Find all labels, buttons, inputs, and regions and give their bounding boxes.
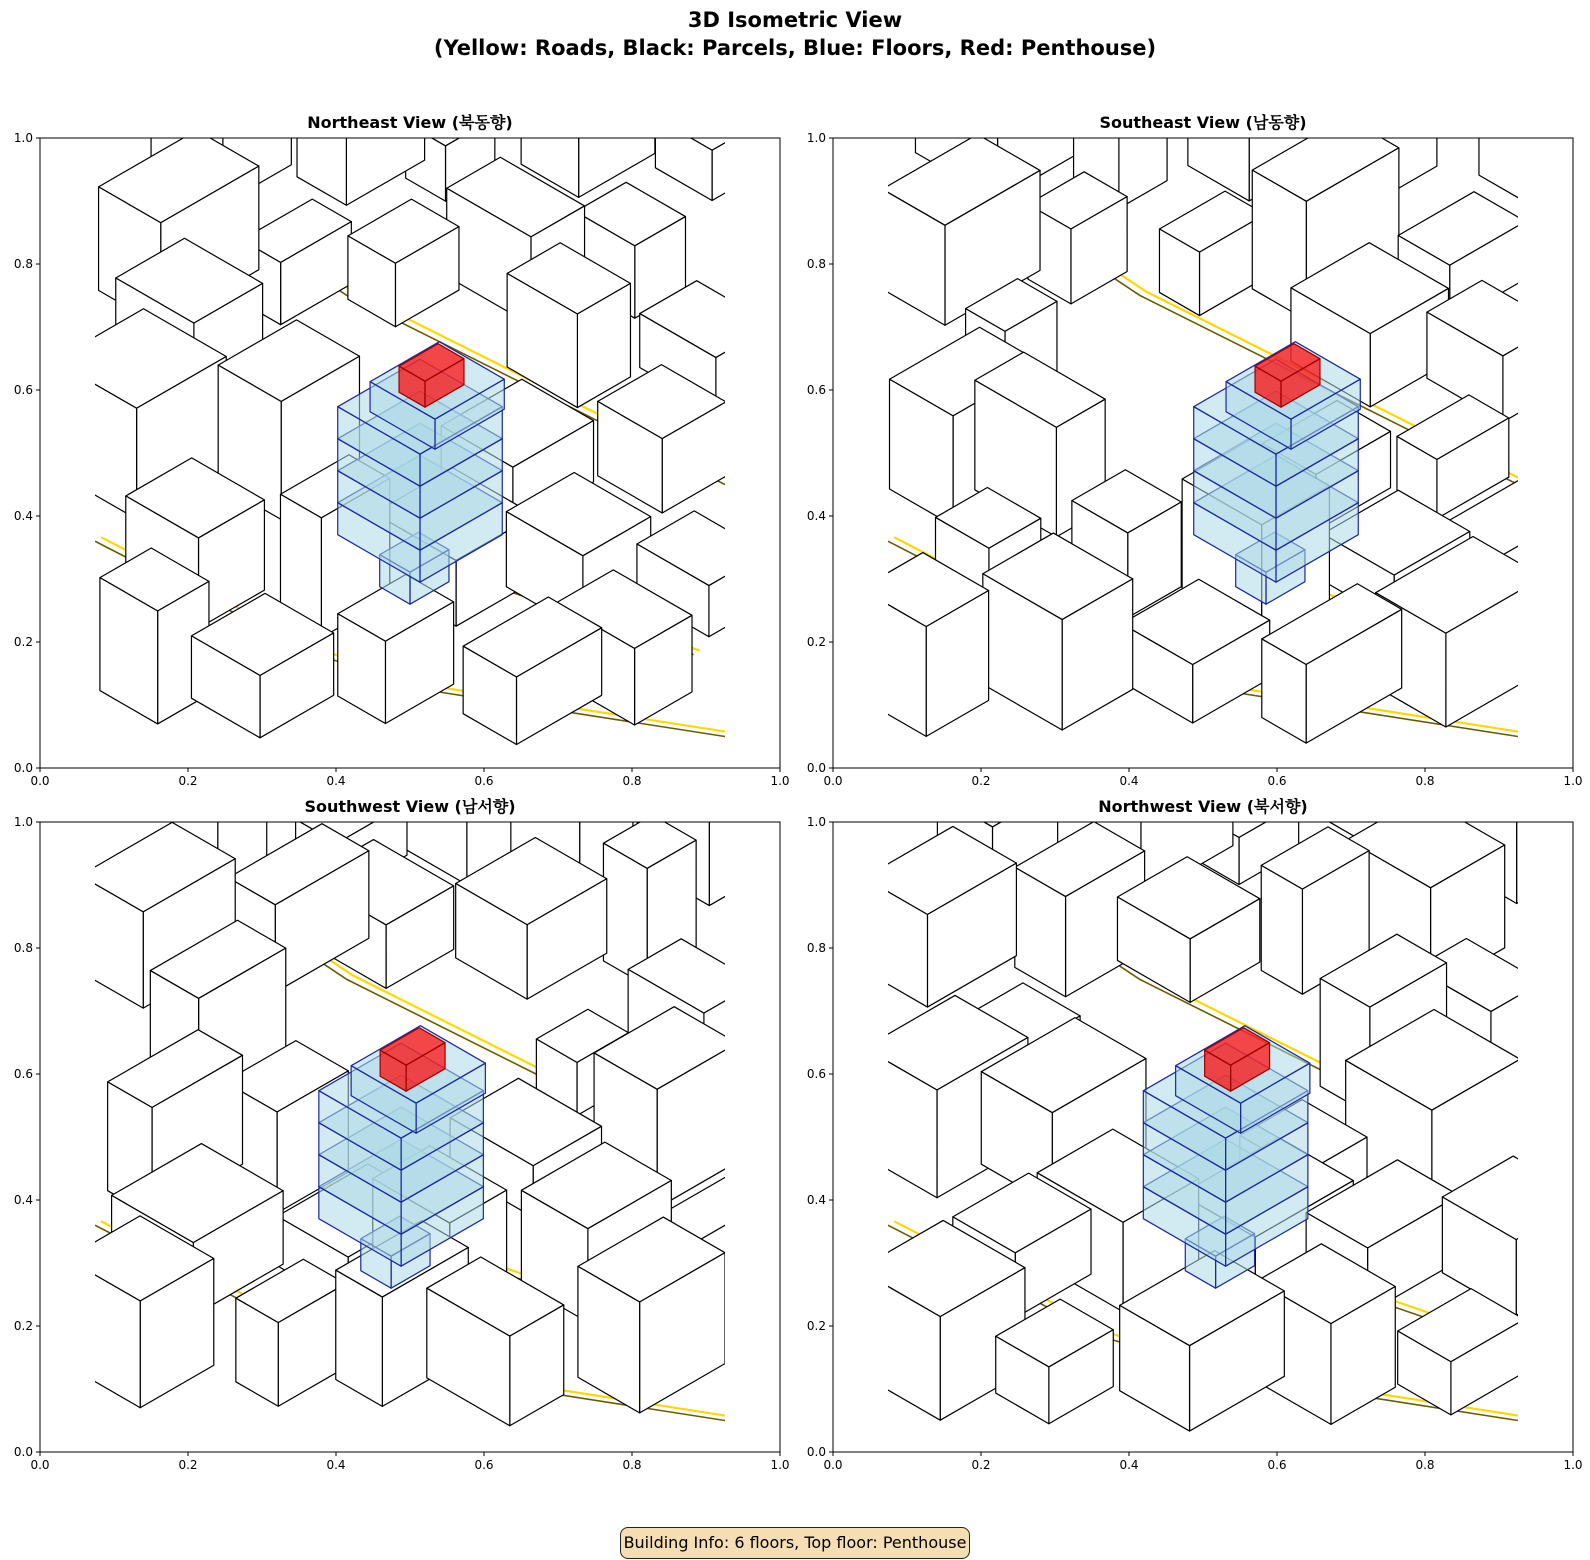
figure-title-line1: 3D Isometric View bbox=[687, 8, 903, 32]
x-tick-label: 0.2 bbox=[971, 1458, 991, 1472]
x-tick-label: 0.6 bbox=[474, 774, 494, 788]
x-tick-label: 1.0 bbox=[1563, 1458, 1583, 1472]
x-tick-label: 0.6 bbox=[474, 1458, 494, 1472]
y-tick-label: 0.8 bbox=[806, 941, 826, 955]
building-info-box: Building Info: 6 floors, Top floor: Penthouse bbox=[620, 1527, 970, 1559]
x-tick-label: 0.0 bbox=[30, 774, 50, 788]
x-tick-label: 0.4 bbox=[1119, 774, 1139, 788]
scene bbox=[66, 714, 781, 1452]
y-tick-label: 0.4 bbox=[13, 509, 33, 523]
panel-2 bbox=[807, 0, 1590, 788]
y-tick-label: 0.0 bbox=[13, 1445, 33, 1459]
x-tick-label: 0.2 bbox=[971, 774, 991, 788]
scene bbox=[858, 715, 1587, 1452]
x-tick-label: 0.8 bbox=[1415, 1458, 1435, 1472]
y-tick-label: 0.6 bbox=[13, 383, 33, 397]
y-tick-label: 1.0 bbox=[806, 131, 826, 145]
x-tick-label: 0.8 bbox=[622, 774, 642, 788]
y-tick-label: 0.2 bbox=[806, 635, 826, 649]
panel-title: Southwest View (남서향) bbox=[304, 797, 516, 816]
x-tick-label: 0.4 bbox=[326, 1458, 346, 1472]
figure-title-line2: (Yellow: Roads, Black: Parcels, Blue: Floors, Red: Penthouse) bbox=[433, 36, 1157, 60]
y-tick-label: 0.6 bbox=[806, 383, 826, 397]
x-tick-label: 1.0 bbox=[1563, 774, 1583, 788]
x-tick-label: 0.4 bbox=[1119, 1458, 1139, 1472]
scene bbox=[54, 51, 785, 768]
x-tick-label: 0.8 bbox=[622, 1458, 642, 1472]
panel-title: Southeast View (남동향) bbox=[1099, 113, 1307, 132]
y-tick-label: 0.0 bbox=[13, 761, 33, 775]
y-tick-label: 0.4 bbox=[806, 1193, 826, 1207]
y-tick-label: 0.8 bbox=[13, 941, 33, 955]
y-tick-label: 0.8 bbox=[806, 257, 826, 271]
panel-title: Northwest View (북서향) bbox=[1098, 797, 1308, 816]
panel-3 bbox=[14, 714, 790, 1472]
y-tick-label: 0.6 bbox=[13, 1067, 33, 1081]
x-tick-label: 0.0 bbox=[823, 774, 843, 788]
y-tick-label: 0.2 bbox=[13, 1319, 33, 1333]
y-tick-label: 0.2 bbox=[13, 635, 33, 649]
x-tick-label: 1.0 bbox=[770, 1458, 790, 1472]
y-tick-label: 0.8 bbox=[13, 257, 33, 271]
y-tick-label: 0.0 bbox=[806, 761, 826, 775]
panel-4 bbox=[807, 715, 1587, 1472]
x-tick-label: 0.0 bbox=[30, 1458, 50, 1472]
y-tick-label: 0.4 bbox=[13, 1193, 33, 1207]
panel-title: Northeast View (북동향) bbox=[307, 113, 513, 132]
y-tick-label: 0.6 bbox=[806, 1067, 826, 1081]
x-tick-label: 0.6 bbox=[1267, 1458, 1287, 1472]
y-tick-label: 0.4 bbox=[806, 509, 826, 523]
x-tick-label: 0.4 bbox=[326, 774, 346, 788]
x-tick-label: 0.8 bbox=[1415, 774, 1435, 788]
y-tick-label: 1.0 bbox=[13, 131, 33, 145]
x-tick-label: 0.2 bbox=[178, 774, 198, 788]
x-tick-label: 0.2 bbox=[178, 1458, 198, 1472]
y-tick-label: 0.2 bbox=[806, 1319, 826, 1333]
y-tick-label: 1.0 bbox=[13, 815, 33, 829]
x-tick-label: 1.0 bbox=[770, 774, 790, 788]
y-tick-label: 0.0 bbox=[806, 1445, 826, 1459]
panel-1 bbox=[14, 51, 790, 788]
x-tick-label: 0.0 bbox=[823, 1458, 843, 1472]
y-tick-label: 1.0 bbox=[806, 815, 826, 829]
x-tick-label: 0.6 bbox=[1267, 774, 1287, 788]
